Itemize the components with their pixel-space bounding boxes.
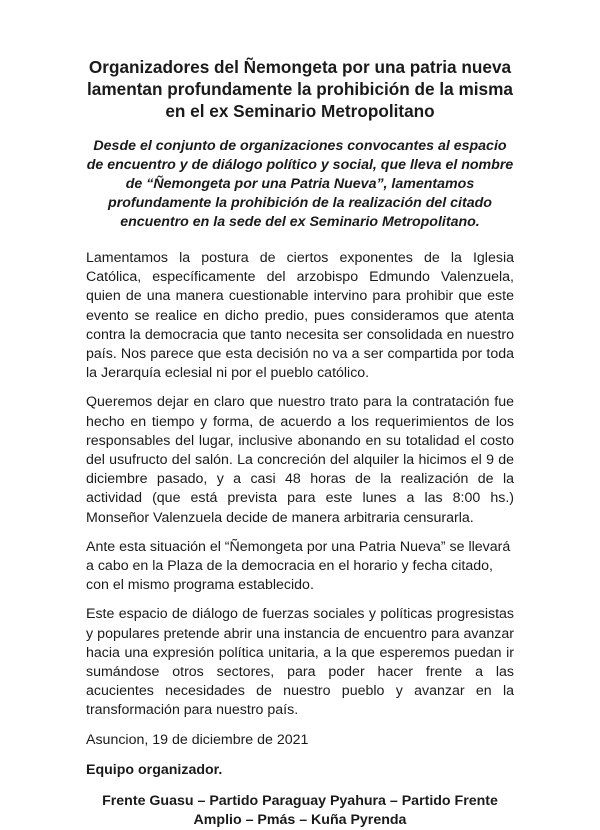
signatory-organizations: Frente Guasu – Partido Paraguay Pyahura – Partido Frente Amplio – Pmás – Kuña Pyrenda	[102, 792, 498, 828]
body-paragraph-4: Este espacio de diálogo de fuerzas sociales y políticas progresistas y populares pretende abrir una instancia de encuentro para avanzar hacia una expresión política unitaria, a la que esperemos puedan ir sumándose otros sectores, para poder hacer frente a las acucientes necesidades de nuestro pueblo y avanzar en la transformación para nuestro país.	[86, 606, 514, 719]
document-date: Asuncion, 19 de diciembre de 2021	[86, 731, 309, 748]
organizing-team: Equipo organizador.	[86, 761, 223, 778]
body-paragraph-1: Lamentamos la postura de ciertos exponentes de la Iglesia Católica, específicamente del arzobispo Edmundo Valenzuela, quien de una manera cuestionable intervino para prohibir que este evento se realice en dicho predio, pues consideramos que atenta contra la democracia que tanto necesita ser consolidada en nuestro país. Nos parece que esta decisión no va a ser compartida por toda la Jerarquía eclesial ni por el pueblo católico.	[86, 250, 514, 382]
lead-paragraph: Desde el conjunto de organizaciones convocantes al espacio de encuentro y de diálogo político y social, que lleva el nombre de “Ñemongeta por una Patria Nueva”, lamentamos profundamente la prohibición de la realización del citado encuentro en la sede del ex Seminario Metropolitano.	[86, 138, 514, 230]
body-paragraph-3: Ante esta situación el “Ñemongeta por una Patria Nueva” se llevará a cabo en la Plaza de la democracia en el horario y fecha citado, con el mismo programa establecido.	[86, 538, 511, 594]
document-title: Organizadores del Ñemongeta por una patria nueva lamentan profundamente la prohibición de la misma en el ex Seminario Metropolitano	[87, 57, 513, 121]
body-paragraph-2: Queremos dejar en claro que nuestro trato para la contratación fue hecho en tiempo y forma, de acuerdo a los requerimientos de los responsables del lugar, inclusive abonando en su totalidad el costo del usufructo del salón. La concreción del alquiler la hicimos el 9 de diciembre pasado, y a casi 48 horas de la realización de la actividad (que está prevista para este lunes a las 8:00 hs.) Monseñor Valenzuela decide de manera arbitraria censurarla.	[86, 394, 514, 526]
